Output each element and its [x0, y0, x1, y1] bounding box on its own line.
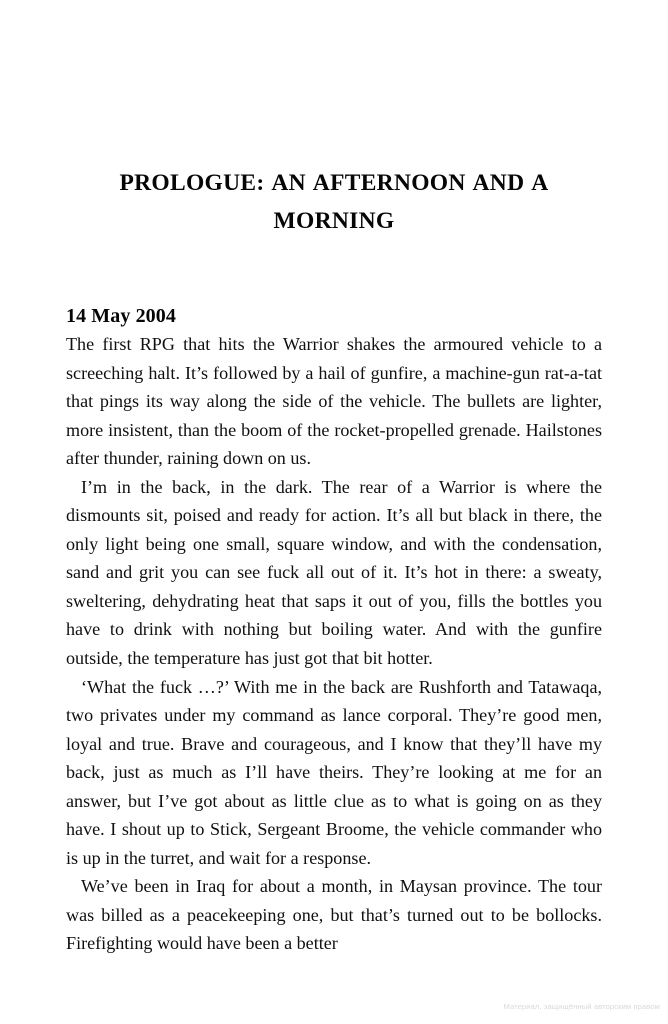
paragraph: We’ve been in Iraq for about a month, in Maysan province. The tour was billed as a peacekeeping one, but that’s turned out to be bollocks. Firefighting would have been a better	[66, 876, 602, 954]
body-text	[66, 330, 602, 958]
copyright-watermark: Материал, защищённый авторским правом	[503, 1002, 660, 1011]
page-title: PROLOGUE: AN AFTERNOON AND A MORNING	[119, 169, 549, 234]
paragraph: I’m in the back, in the dark. The rear of a Warrior is where the dismounts sit, poised and ready for action. It’s all but black in there, the only light being one small, square window, and with the condensation, sand and grit you can see fuck all out of it. It’s hot in there: a sweaty, sweltering, dehydrating heat that saps it out of you, fills the bottles you have to drink with nothing but boiling water. And with the gunfire outside, the temperature has just got that bit hotter.	[66, 476, 602, 669]
paragraph: ‘What the fuck …?’ With me in the back are Rushforth and Tatawaqa, two privates under my command as lance corporal. They’re good men, loyal and true. Brave and courageous, and I know that they’ll have my back, just as much as I’ll have theirs. They’re looking at me for an answer, but I’ve got about as little clue as to what is going on as they have. I shout up to Stick, Sergeant Broome, the vehicle commander who is up in the turret, and wait for a response.	[66, 676, 602, 868]
paragraph: The first RPG that hits the Warrior shakes the armoured vehicle to a screeching halt. It’s followed by a hail of gunfire, a machine-gun rat-a-tat that pings its way along the side of the vehicle. The bullets are lighter, more insistent, than the boom of the rocket-propelled grenade. Hailstones after thunder, raining down on us.	[66, 334, 602, 469]
date-heading: 14 May 2004	[66, 304, 176, 327]
